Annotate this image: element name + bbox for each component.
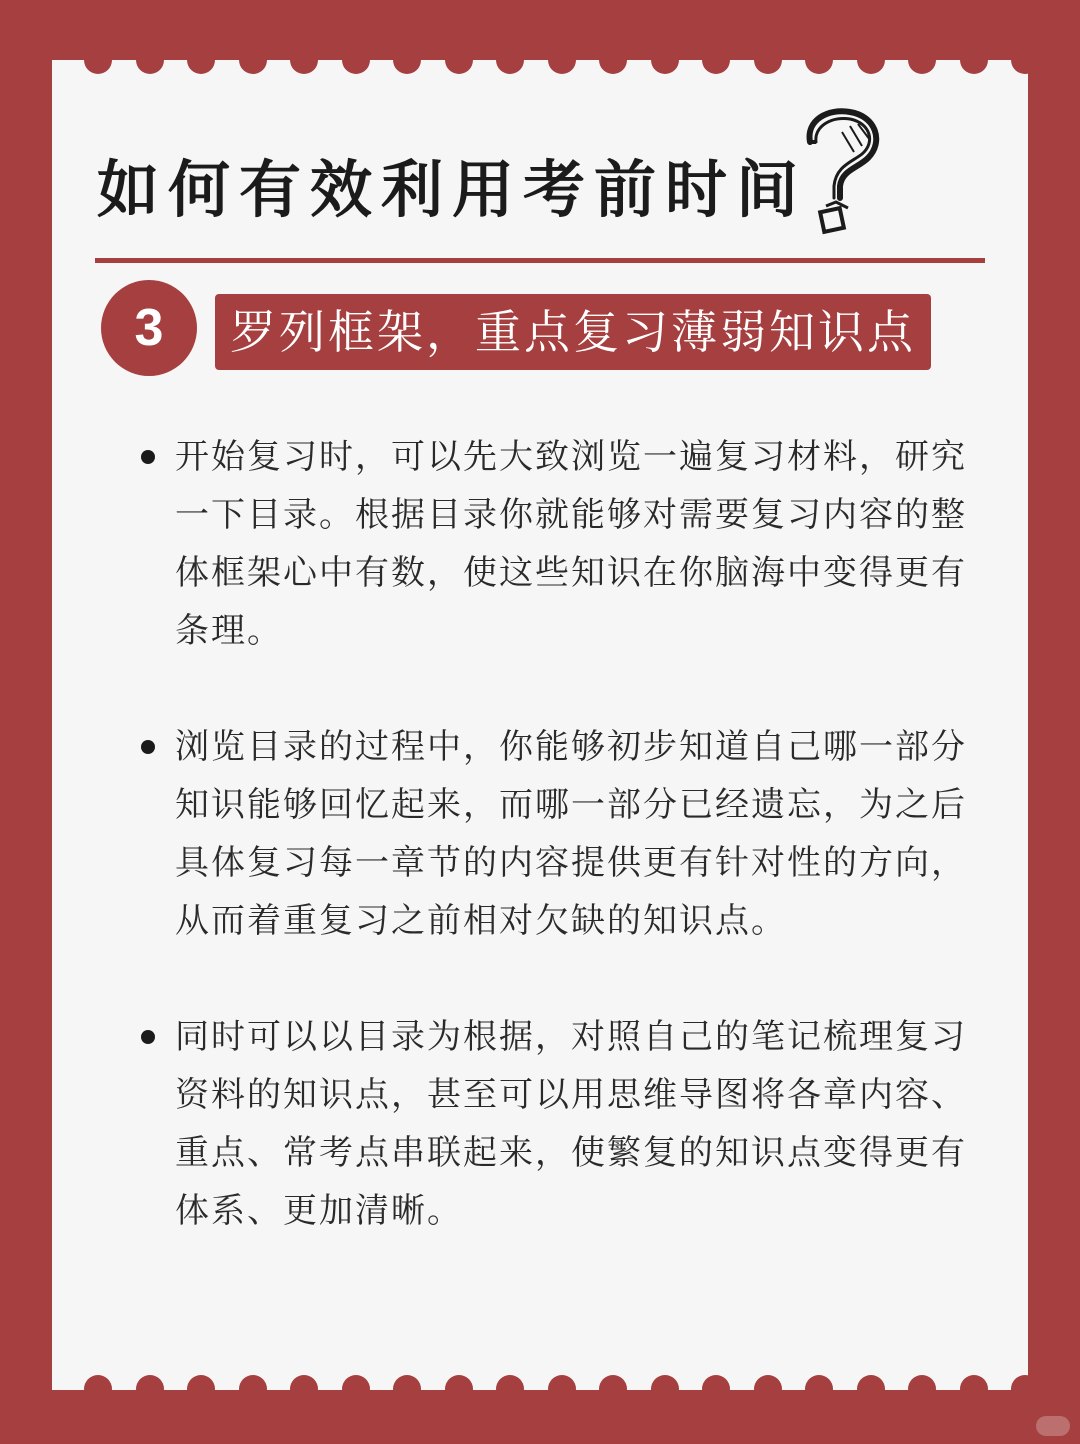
bullet-dot-icon [141,450,155,464]
scallop-notch [342,46,370,74]
scallop-notch [187,1375,215,1403]
scallop-notch [187,46,215,74]
scallop-notch [239,46,267,74]
scallop-notch [445,46,473,74]
scallop-notch [960,46,988,74]
list-item-text: 同时可以以目录为根据，对照自己的笔记梳理复习资料的知识点，甚至可以用思维导图将各章内容、重点、常考点串联起来，使繁复的知识点变得更有体系、更加清晰。 [175,1017,967,1231]
list-item [138,718,973,950]
scallop-notch [496,1375,524,1403]
list-item [138,1008,973,1240]
scallop-notch [651,1375,679,1403]
section-number-badge: 3 [101,280,197,376]
scallop-notch [136,1375,164,1403]
scallop-notch [393,1375,421,1403]
scallop-notch [599,46,627,74]
scallop-notch [239,1375,267,1403]
scallop-notch [651,46,679,74]
scallop-notch [393,46,421,74]
watermark-badge [1036,1416,1070,1436]
scallop-notch [290,46,318,74]
scallop-notch [548,1375,576,1403]
list-item [138,428,973,660]
scallop-notch [496,46,524,74]
list-item-text: 浏览目录的过程中，你能够初步知道自己哪一部分知识能够回忆起来，而哪一部分已经遗忘，为之后具体复习每一章节的内容提供更有针对性的方向，从而着重复习之前相对欠缺的知识点。 [175,727,967,941]
scallop-notch [908,1375,936,1403]
scallop-notch [84,46,112,74]
scallop-notch [754,46,782,74]
scallop-notch [1011,1375,1028,1403]
scallop-edge-top [52,45,1028,75]
scallop-notch [445,1375,473,1403]
scallop-notch [960,1375,988,1403]
scallop-notch [805,1375,833,1403]
title-divider [95,258,985,263]
bullet-dot-icon [141,740,155,754]
scallop-notch [908,46,936,74]
scallop-notch [1011,46,1028,74]
scallop-notch [290,1375,318,1403]
scallop-notch [857,1375,885,1403]
scallop-notch [754,1375,782,1403]
scallop-notch [805,46,833,74]
scallop-notch [702,1375,730,1403]
scallop-notch [136,46,164,74]
scallop-notch [342,1375,370,1403]
bullet-dot-icon [141,1030,155,1044]
scallop-notch [702,46,730,74]
scallop-edge-bottom [52,1374,1028,1404]
page-title: 如何有效利用考前时间 [97,153,808,226]
scallop-notch [857,46,885,74]
scallop-notch [84,1375,112,1403]
question-mark-icon [792,102,892,242]
section-heading: 罗列框架，重点复习薄弱知识点 [215,294,931,370]
scallop-notch [548,46,576,74]
list-item-text: 开始复习时，可以先大致浏览一遍复习材料，研究一下目录。根据目录你就能够对需要复习内容的整体框架心中有数，使这些知识在你脑海中变得更有条理。 [175,437,967,651]
scallop-notch [599,1375,627,1403]
bullet-list [138,428,988,1298]
